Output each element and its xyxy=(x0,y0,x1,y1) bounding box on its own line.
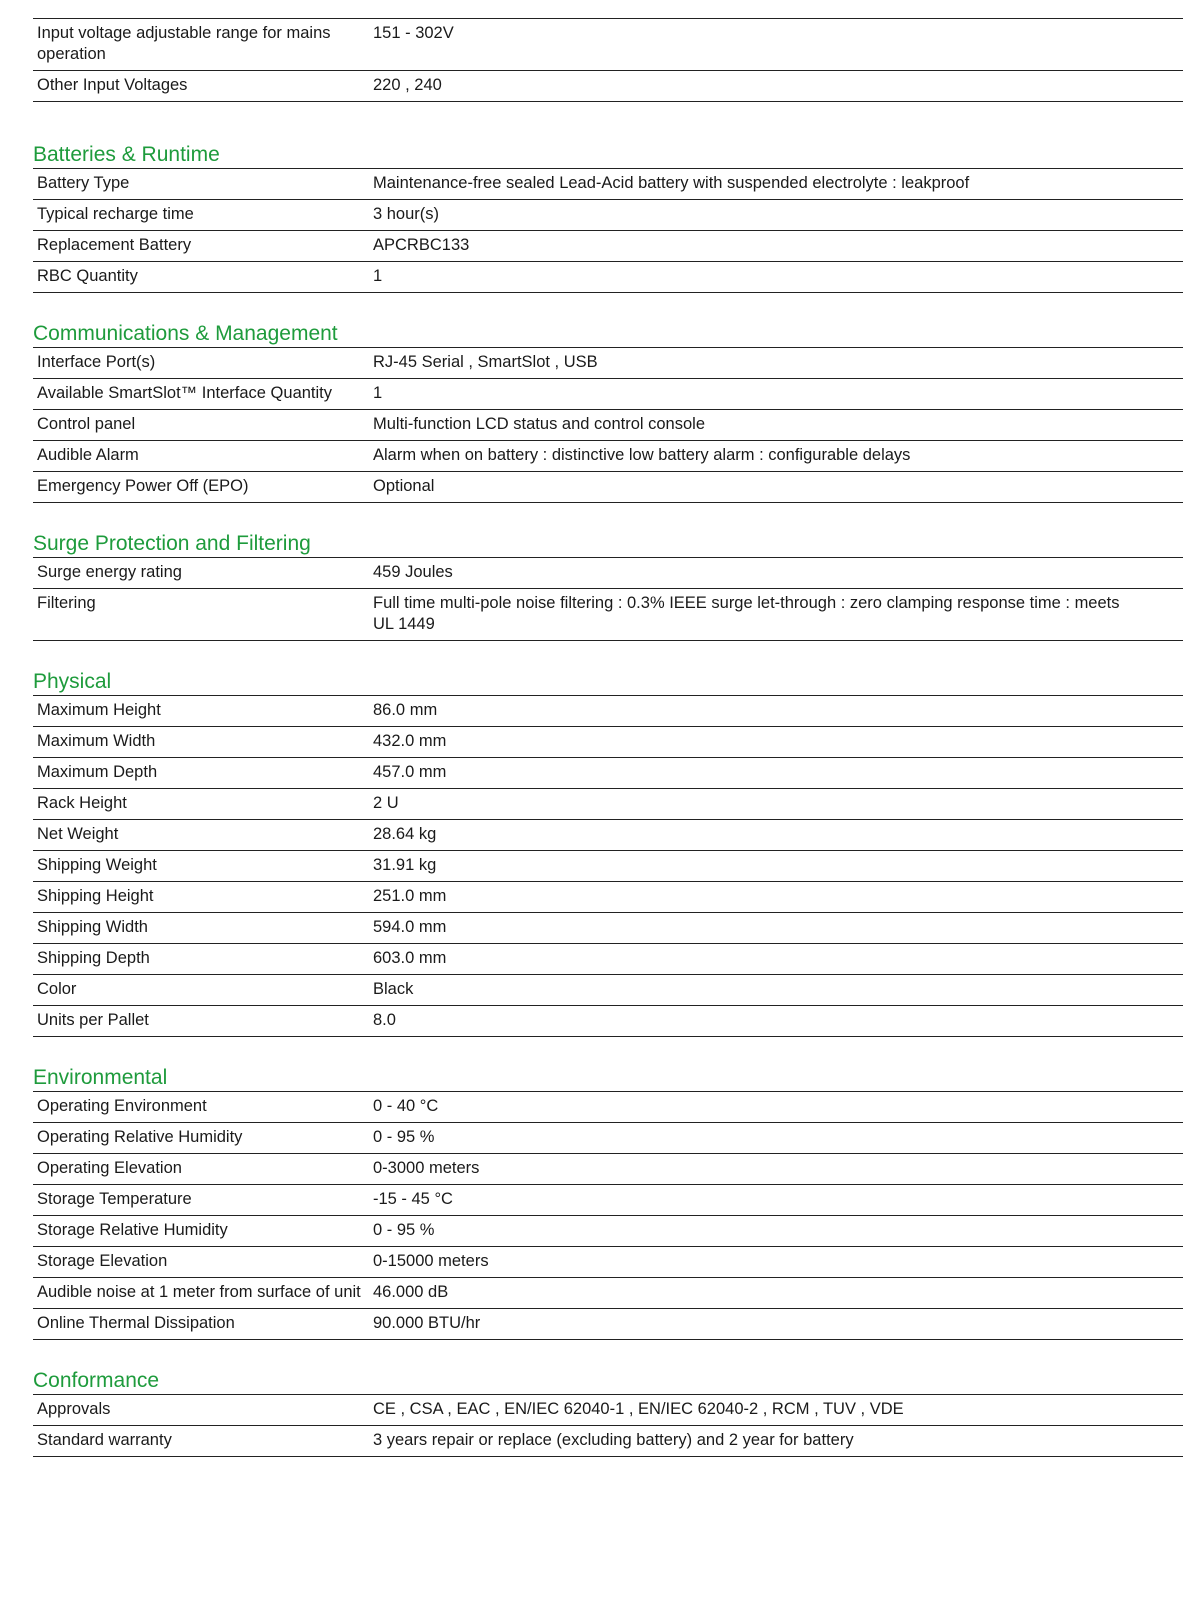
spec-row-battery-type xyxy=(33,169,1183,200)
section-communications-management xyxy=(33,321,1183,503)
spec-row-operating-elevation xyxy=(33,1154,1183,1185)
spec-label: Storage Relative Humidity xyxy=(37,1221,228,1239)
spec-row-typical-recharge-time xyxy=(33,200,1183,231)
spec-label: Other Input Voltages xyxy=(37,76,188,94)
spec-value: 31.91 kg xyxy=(373,856,437,874)
spec-row-rbc-quantity xyxy=(33,262,1183,293)
spec-row-net-weight xyxy=(33,820,1183,851)
section-table xyxy=(33,168,1183,293)
spec-row-storage-temperature xyxy=(33,1185,1183,1216)
spec-row-filtering xyxy=(33,589,1183,641)
spec-label: Operating Environment xyxy=(37,1097,207,1115)
spec-label: Input voltage adjustable range for mains operation xyxy=(37,24,331,63)
spec-row-replacement-battery xyxy=(33,231,1183,262)
spec-value: 1 xyxy=(373,384,383,402)
spec-label: Standard warranty xyxy=(37,1431,172,1449)
spec-row-audible-alarm xyxy=(33,441,1183,472)
section-title: Conformance xyxy=(33,1369,160,1392)
spec-value: CE , CSA , EAC , EN/IEC 62040-1 , EN/IEC 62040-2 , RCM , TUV , VDE xyxy=(373,1400,904,1418)
spec-label: Audible Alarm xyxy=(37,446,139,464)
spec-value: RJ-45 Serial , SmartSlot , USB xyxy=(373,353,598,371)
spec-row-operating-environment xyxy=(33,1092,1183,1123)
spec-label: Shipping Weight xyxy=(37,856,157,874)
spec-row-storage-elevation xyxy=(33,1247,1183,1278)
spec-row-shipping-height xyxy=(33,882,1183,913)
spec-value: 0-15000 meters xyxy=(373,1252,489,1270)
spec-value: 28.64 kg xyxy=(373,825,437,843)
spec-label: Maximum Depth xyxy=(37,763,158,781)
section-physical xyxy=(33,669,1183,1037)
spec-value: 0-3000 meters xyxy=(373,1159,480,1177)
spec-value: 0 - 95 % xyxy=(373,1128,435,1146)
spec-value: 46.000 dB xyxy=(373,1283,449,1301)
spec-row-available-smartslot-interface-quantity xyxy=(33,379,1183,410)
section-title: Surge Protection and Filtering xyxy=(33,532,311,555)
section-table xyxy=(33,1091,1183,1340)
spec-label: Available SmartSlot™ Interface Quantity xyxy=(37,384,333,402)
spec-label: Units per Pallet xyxy=(37,1011,149,1029)
section-title: Physical xyxy=(33,670,112,693)
spec-label: Typical recharge time xyxy=(37,205,194,223)
spec-label: Color xyxy=(37,980,77,998)
spec-label: Maximum Width xyxy=(37,732,156,750)
spec-value: 86.0 mm xyxy=(373,701,438,719)
spec-label: Replacement Battery xyxy=(37,236,192,254)
spec-value: 90.000 BTU/hr xyxy=(373,1314,481,1332)
spec-row-interface-port-s xyxy=(33,348,1183,379)
spec-row-rack-height xyxy=(33,789,1183,820)
spec-row-input-voltage-adjustable-range-for-mains-operation xyxy=(33,19,1183,71)
spec-row-color xyxy=(33,975,1183,1006)
spec-label: RBC Quantity xyxy=(37,267,138,285)
spec-value: 3 hour(s) xyxy=(373,205,440,223)
spec-value: Full time multi-pole noise filtering : 0.3% IEEE surge let-through : zero clamping response time : meets UL 1449 xyxy=(373,594,1120,633)
spec-row-maximum-height xyxy=(33,696,1183,727)
spec-value: Maintenance-free sealed Lead-Acid battery with suspended electrolyte : leakproof xyxy=(373,174,970,192)
section-conformance xyxy=(33,1368,1183,1457)
section-table xyxy=(33,347,1183,503)
spec-label: Battery Type xyxy=(37,174,130,192)
spec-label: Surge energy rating xyxy=(37,563,182,581)
spec-label: Emergency Power Off (EPO) xyxy=(37,477,249,495)
spec-sections xyxy=(33,142,1183,1457)
spec-value: Optional xyxy=(373,477,435,495)
spec-label: Filtering xyxy=(37,594,96,612)
spec-value: 251.0 mm xyxy=(373,887,447,905)
spec-value: Black xyxy=(373,980,414,998)
spec-row-surge-energy-rating xyxy=(33,558,1183,589)
spec-row-emergency-power-off-epo xyxy=(33,472,1183,503)
intro-table xyxy=(33,18,1183,102)
spec-label: Shipping Width xyxy=(37,918,148,936)
spec-value: APCRBC133 xyxy=(373,236,470,254)
spec-row-shipping-depth xyxy=(33,944,1183,975)
spec-label: Shipping Depth xyxy=(37,949,150,967)
spec-row-storage-relative-humidity xyxy=(33,1216,1183,1247)
spec-label: Operating Elevation xyxy=(37,1159,182,1177)
spec-value: 459 Joules xyxy=(373,563,453,581)
spec-value: 3 years repair or replace (excluding battery) and 2 year for battery xyxy=(373,1431,854,1449)
spec-value: 1 xyxy=(373,267,383,285)
spec-label: Storage Elevation xyxy=(37,1252,168,1270)
section-table xyxy=(33,695,1183,1037)
spec-label: Online Thermal Dissipation xyxy=(37,1314,235,1332)
spec-value: 457.0 mm xyxy=(373,763,447,781)
section-title: Communications & Management xyxy=(33,322,338,345)
section-title: Batteries & Runtime xyxy=(33,143,220,166)
spec-row-maximum-depth xyxy=(33,758,1183,789)
section-surge-protection-and-filtering xyxy=(33,531,1183,641)
spec-row-operating-relative-humidity xyxy=(33,1123,1183,1154)
spec-value: 0 - 40 °C xyxy=(373,1097,439,1115)
spec-row-shipping-width xyxy=(33,913,1183,944)
spec-value: 594.0 mm xyxy=(373,918,447,936)
spec-row-audible-noise-at-1-meter-from-surface-of-unit xyxy=(33,1278,1183,1309)
spec-value: 220 , 240 xyxy=(373,76,442,94)
spec-label: Audible noise at 1 meter from surface of unit xyxy=(37,1283,361,1301)
section-title: Environmental xyxy=(33,1066,168,1089)
spec-row-control-panel xyxy=(33,410,1183,441)
section-table xyxy=(33,557,1183,641)
spec-row-units-per-pallet xyxy=(33,1006,1183,1037)
spec-value: 151 - 302V xyxy=(373,24,454,42)
section-table xyxy=(33,1394,1183,1457)
spec-row-other-input-voltages xyxy=(33,71,1183,102)
spec-value: 603.0 mm xyxy=(373,949,447,967)
spec-row-standard-warranty xyxy=(33,1426,1183,1457)
spec-label: Maximum Height xyxy=(37,701,161,719)
spec-value: -15 - 45 °C xyxy=(373,1190,453,1208)
spec-value: 432.0 mm xyxy=(373,732,447,750)
spec-label: Net Weight xyxy=(37,825,119,843)
spec-row-online-thermal-dissipation xyxy=(33,1309,1183,1340)
spec-value: Alarm when on battery : distinctive low battery alarm : configurable delays xyxy=(373,446,911,464)
spec-label: Control panel xyxy=(37,415,136,433)
spec-label: Shipping Height xyxy=(37,887,154,905)
spec-label: Rack Height xyxy=(37,794,127,812)
spec-row-maximum-width xyxy=(33,727,1183,758)
spec-label: Approvals xyxy=(37,1400,111,1418)
spec-value: Multi-function LCD status and control console xyxy=(373,415,705,433)
spec-value: 8.0 xyxy=(373,1011,396,1029)
spec-row-approvals xyxy=(33,1395,1183,1426)
spec-row-shipping-weight xyxy=(33,851,1183,882)
section-environmental xyxy=(33,1065,1183,1340)
spec-value: 0 - 95 % xyxy=(373,1221,435,1239)
spec-label: Interface Port(s) xyxy=(37,353,156,371)
spec-label: Storage Temperature xyxy=(37,1190,192,1208)
spec-value: 2 U xyxy=(373,794,399,812)
section-batteries-runtime xyxy=(33,142,1183,293)
spec-label: Operating Relative Humidity xyxy=(37,1128,243,1146)
